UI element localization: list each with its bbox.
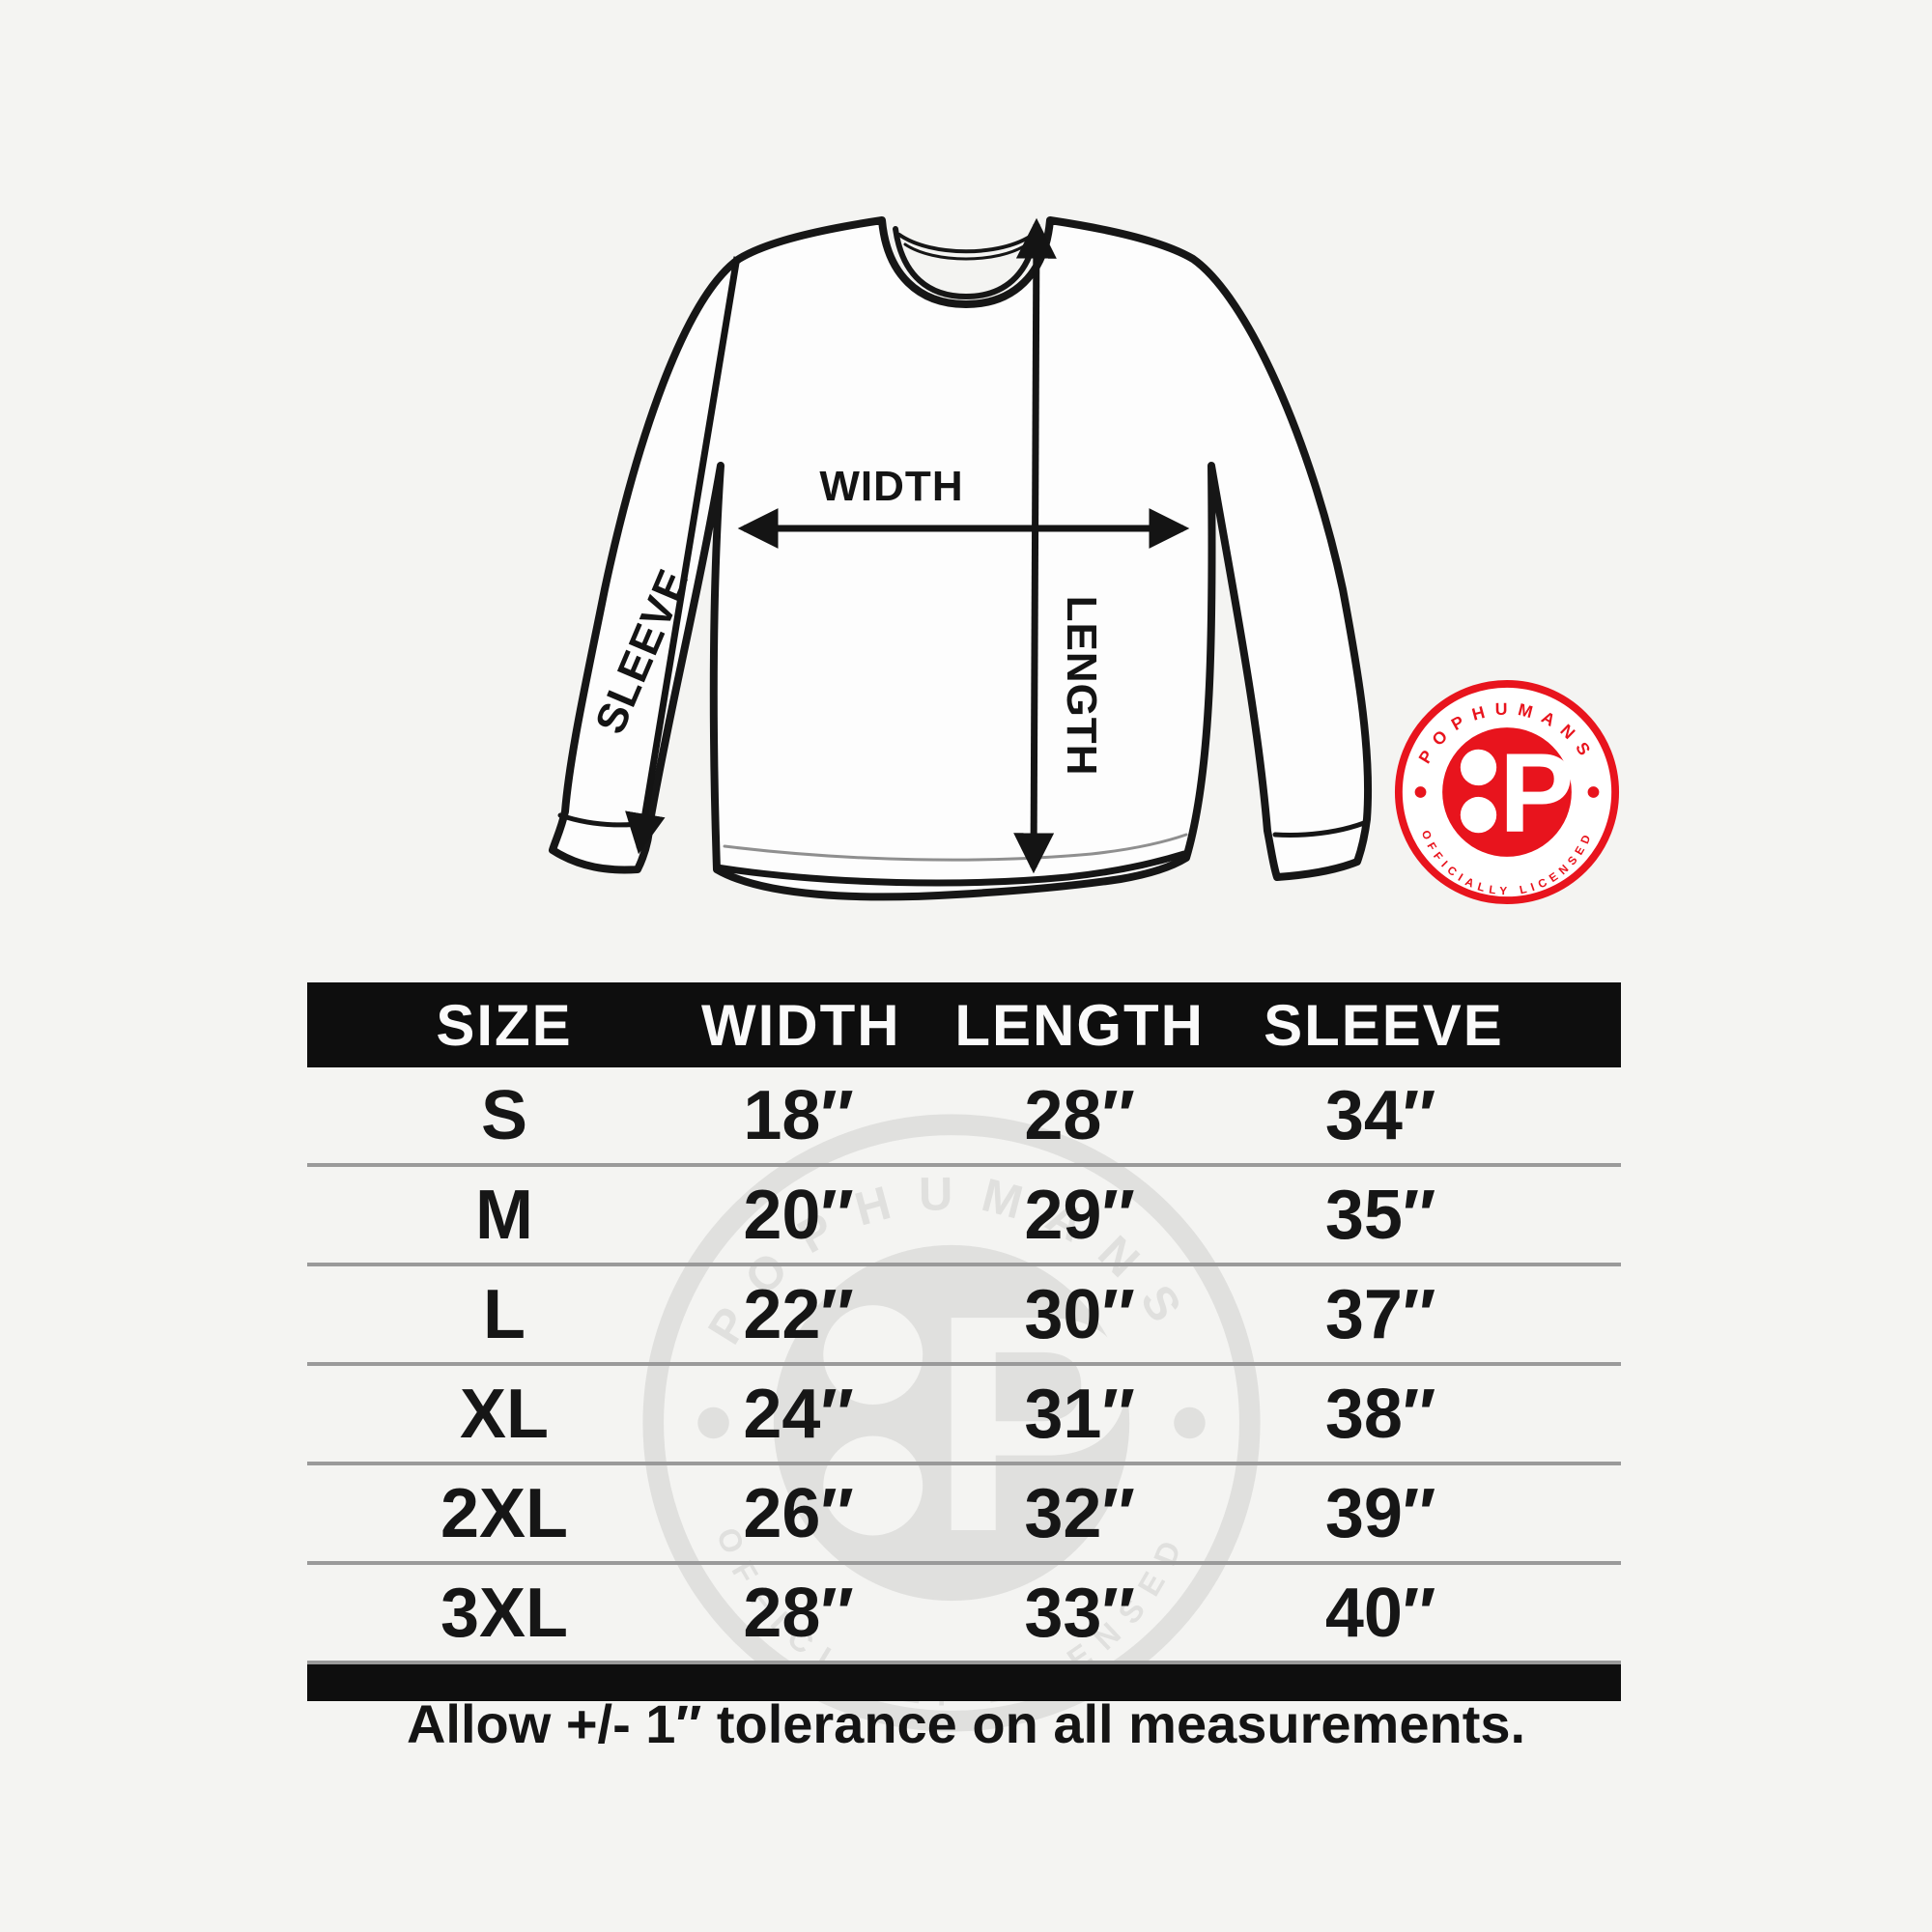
sleeve-cell: 34″: [1324, 1076, 1436, 1154]
table-row: [307, 1167, 1621, 1266]
pophumans-licensed-badge: [1393, 678, 1621, 906]
size-cell: L: [483, 1275, 526, 1353]
size-cell: 3XL: [440, 1574, 569, 1652]
sleeve-cell: 37″: [1324, 1275, 1436, 1353]
table-row: [307, 1565, 1621, 1664]
sleeve-label: SLEEVE: [586, 562, 698, 741]
tolerance-note: Allow +/- 1″ tolerance on all measurements.: [406, 1693, 1526, 1754]
sleeve-cell: 35″: [1324, 1176, 1436, 1254]
length-cell: 32″: [1024, 1474, 1135, 1552]
length-cell: 28″: [1024, 1076, 1135, 1154]
table-header-row: [307, 982, 1621, 1067]
length-arrow: [1034, 224, 1037, 867]
sleeve-cell: 39″: [1324, 1474, 1436, 1552]
length-cell: 31″: [1024, 1375, 1135, 1453]
sleeve-cell: 40″: [1324, 1574, 1436, 1652]
table-row: [307, 1266, 1621, 1366]
size-cell: 2XL: [440, 1474, 569, 1552]
column-header-size: SIZE: [436, 992, 573, 1058]
width-cell: 28″: [743, 1574, 854, 1652]
collar-back-line: [899, 235, 1033, 251]
size-cell: XL: [459, 1375, 549, 1453]
length-cell: 33″: [1024, 1574, 1135, 1652]
column-header-length: LENGTH: [954, 992, 1205, 1058]
length-cell: 30″: [1024, 1275, 1135, 1353]
width-cell: 18″: [743, 1076, 854, 1154]
shirt-outline: [553, 220, 1368, 896]
width-label: WIDTH: [819, 463, 964, 510]
table-row: [307, 1067, 1621, 1167]
size-chart-table: [307, 982, 1621, 1701]
sleeve-cell: 38″: [1324, 1375, 1436, 1453]
length-cell: 29″: [1024, 1176, 1135, 1254]
size-cell: M: [475, 1176, 533, 1254]
table-row: [307, 1366, 1621, 1465]
shirt-measurement-diagram: [541, 174, 1410, 966]
size-cell: S: [480, 1076, 528, 1154]
length-label: LENGTH: [1058, 595, 1105, 777]
width-cell: 24″: [743, 1375, 854, 1453]
width-cell: 20″: [743, 1176, 854, 1254]
width-cell: 26″: [743, 1474, 854, 1552]
column-header-width: WIDTH: [701, 992, 901, 1058]
column-header-sleeve: SLEEVE: [1264, 992, 1504, 1058]
table-row: [307, 1465, 1621, 1565]
width-cell: 22″: [743, 1275, 854, 1353]
